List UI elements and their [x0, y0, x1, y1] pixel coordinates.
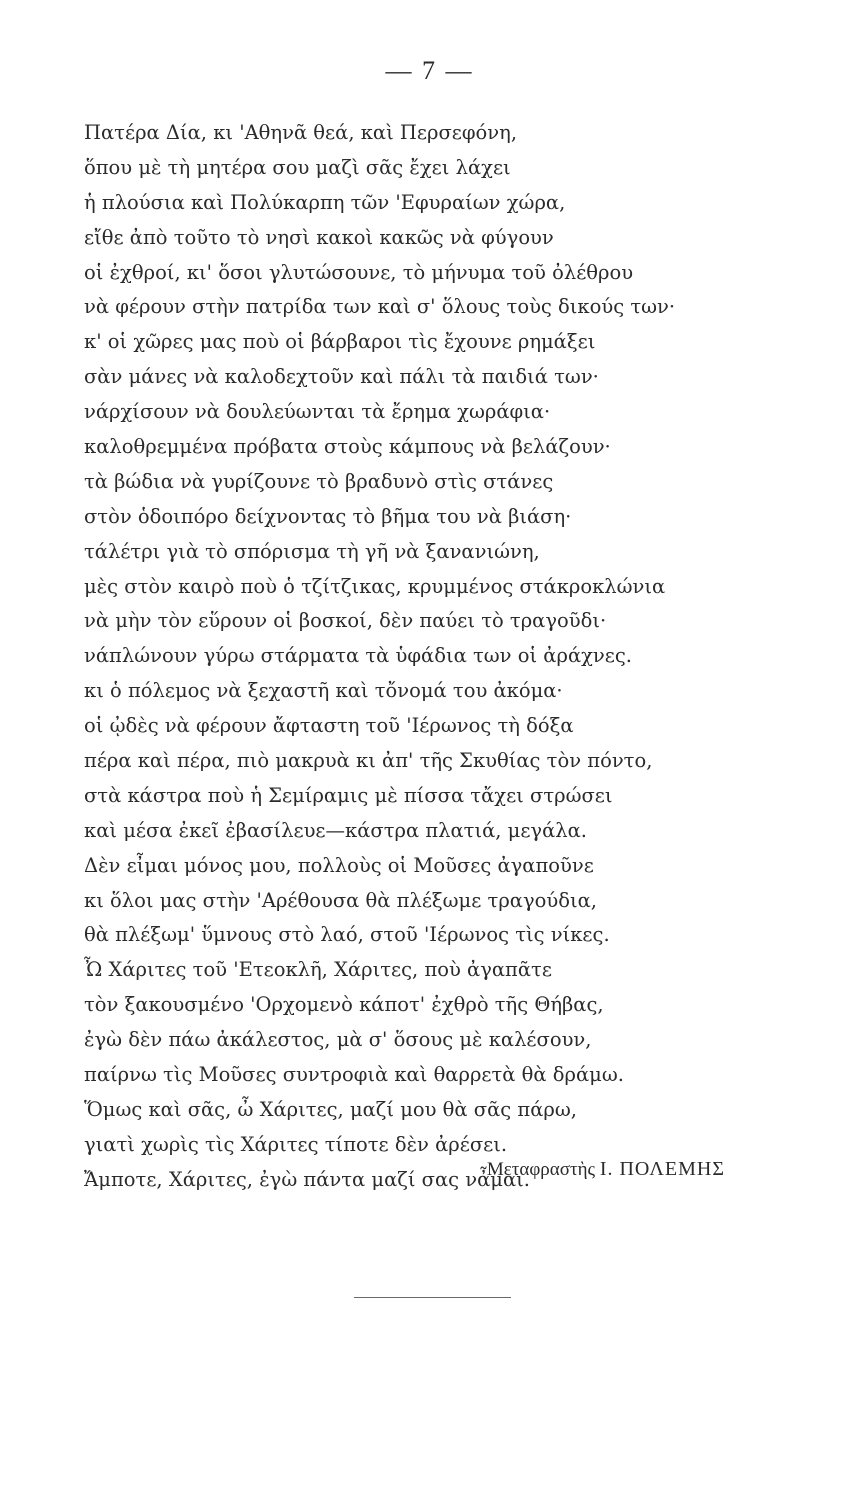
poem-line: νάρχίσουν νὰ δουλεύωνται τὰ ἔρημα χωράφια·: [84, 400, 551, 424]
translator-label: Μεταφραστὴς: [486, 1159, 596, 1180]
poem-line: γιατὶ χωρὶς τὶς Χάριτες τίποτε δὲν ἀρέσει.: [84, 1132, 508, 1156]
poem-line: ἡ πλούσια καὶ Πολύκαρπη τῶν 'Εφυραίων χώρα,: [84, 190, 566, 214]
poem-line: οἱ ἐχθροί, κι' ὅσοι γλυτώσουνε, τὸ μήνυμα τοῦ ὀλέθρου: [84, 260, 634, 284]
poem-line: Ὦ Χάριτες τοῦ 'Ετεοκλῆ, Χάριτες, ποὺ ἀγαπᾶτε: [84, 958, 552, 982]
poem-line: εἴθε ἀπὸ τοῦτο τὸ νησὶ κακοὶ κακῶς νὰ φύγουν: [84, 225, 554, 249]
poem: [84, 116, 804, 1198]
poem-line: οἱ ᾠδὲς νὰ φέρουν ἄφταστη τοῦ 'Ιέρωνος τὴ δόξα: [84, 714, 574, 738]
poem-line: τὸν ξακουσμένο 'Ορχομενὸ κάποτ' ἐχθρὸ τῆς Θήβας,: [84, 993, 604, 1017]
poem-line: στὰ κάστρα ποὺ ἡ Σεμίραμις μὲ πίσσα τἄχει στρώσει: [84, 783, 613, 807]
poem-line: ἐγὼ δὲν πάω ἀκάλεστος, μὰ σ' ὅσους μὲ καλέσουν,: [84, 1028, 592, 1052]
poem-line: παίρνω τὶς Μοῦσες συντροφιὰ καὶ θαρρετὰ θὰ δράμω.: [84, 1063, 624, 1087]
poem-line: καὶ μέσα ἐκεῖ ἐβασίλευε—κάστρα πλατιά, μεγάλα.: [84, 818, 587, 842]
poem-line: θὰ πλέξωμ' ὕμνους στὸ λαό, στοῦ 'Ιέρωνος τὶς νίκες.: [84, 923, 610, 947]
translator-signature: [487, 1158, 725, 1181]
end-divider: [354, 1297, 511, 1298]
poem-line: τὰ βώδια νὰ γυρίζουνε τὸ βραδυνὸ στὶς στάνες: [84, 469, 554, 493]
poem-line: σὰν μάνες νὰ καλοδεχτοῦν καὶ πάλι τὰ παιδιά των·: [84, 365, 599, 389]
poem-line: καλοθρεμμένα πρόβατα στοὺς κάμπους νὰ βελάζουν·: [84, 435, 611, 459]
page-number: — 7 —: [385, 56, 474, 85]
poem-line: Ὅμως καὶ σᾶς, ὦ Χάριτες, μαζί μου θὰ σᾶς πάρω,: [84, 1097, 577, 1121]
poem-line: κ' οἱ χῶρες μας ποὺ οἱ βάρβαροι τὶς ἔχουνε ρημάξει: [84, 330, 596, 354]
poem-line: Δὲν εἶμαι μόνος μου, πολλοὺς οἱ Μοῦσες ἀγαποῦνε: [84, 853, 594, 877]
poem-line: κι ὅλοι μας στὴν 'Αρέθουσα θὰ πλέξωμε τραγούδια,: [84, 888, 597, 912]
poem-line: Ἄμποτε, Χάριτες, ἐγὼ πάντα μαζί σας νἆμαι.: [84, 1167, 530, 1191]
translator-name: Ι. ΠΟΛΕΜΗΣ: [599, 1158, 725, 1180]
poem-line: στὸν ὁδοιπόρο δείχνοντας τὸ βῆμα του νὰ βιάση·: [84, 504, 572, 528]
poem-line: ὅπου μὲ τὴ μητέρα σου μαζὶ σᾶς ἔχει λάχει: [84, 155, 511, 179]
poem-line: κι ὁ πόλεμος νὰ ξεχαστῆ καὶ τὄνομά του ἀκόμα·: [84, 679, 563, 703]
poem-line: νὰ μὴν τὸν εὕρουν οἱ βοσκοί, δὲν παύει τὸ τραγοῦδι·: [84, 609, 607, 633]
poem-line: νὰ φέρουν στὴν πατρίδα των καὶ σ' ὅλους τοὺς δικούς των·: [84, 295, 676, 319]
poem-line: νάπλώνουν γύρω στάρματα τὰ ὑφάδια των οἱ ἀράχνες.: [84, 644, 632, 668]
poem-line: Πατέρα Δία, κι 'Αθηνᾶ θεά, καὶ Περσεφόνη,: [84, 121, 518, 144]
poem-line: πέρα καὶ πέρα, πιὸ μακρυὰ κι ἀπ' τῆς Σκυθίας τὸν πόντο,: [84, 749, 653, 773]
poem-line: μὲς στὸν καιρὸ ποὺ ὁ τζίτζικας, κρυμμένος στάκροκλώνια: [84, 574, 666, 598]
poem-line: τάλέτρι γιὰ τὸ σπόρισμα τὴ γῆ νὰ ξανανιώνη,: [84, 539, 540, 563]
